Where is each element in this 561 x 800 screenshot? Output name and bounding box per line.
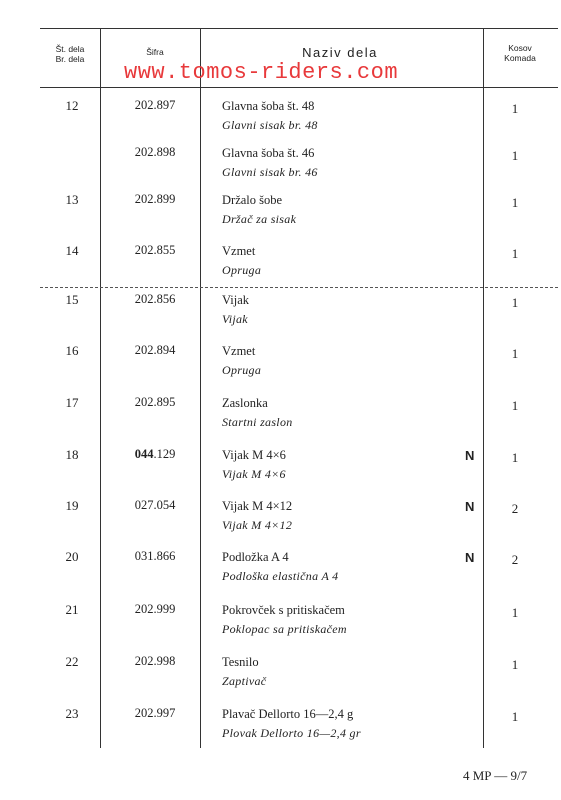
- page-number: 4 MP — 9/7: [463, 768, 528, 783]
- header-quantity-line1: Kosov: [508, 43, 532, 53]
- part-quantity: 1: [511, 346, 519, 361]
- part-code: 031.866: [134, 549, 176, 563]
- part-code: 202.997: [134, 706, 176, 720]
- part-quantity: 1: [511, 195, 519, 210]
- part-name-alternate: Glavni sisak br. 48: [222, 118, 318, 132]
- part-name-alternate: Vijak M 4×6: [222, 467, 286, 481]
- part-name: Vijak: [222, 293, 250, 307]
- part-quantity: 1: [511, 657, 519, 672]
- table-row: [0, 98, 561, 148]
- watermark-text: www.tomos-riders.com: [124, 60, 399, 85]
- part-number: 14: [65, 243, 79, 258]
- header-part-number: [42, 44, 98, 64]
- table-row: [0, 549, 561, 599]
- part-code: 202.856: [134, 292, 176, 306]
- part-code: 202.898: [134, 145, 176, 159]
- part-code-suffix: .129: [153, 447, 176, 461]
- part-name: Tesnilo: [222, 655, 259, 669]
- part-number: 23: [65, 706, 79, 721]
- part-number: 15: [65, 292, 79, 307]
- part-name-alternate: Zaptivač: [222, 674, 267, 688]
- part-name-alternate: Vijak M 4×12: [222, 518, 293, 532]
- header-part-number-line1: Št. dela: [55, 44, 85, 54]
- part-number: 13: [65, 192, 79, 207]
- part-name: Glavna šoba št. 46: [222, 146, 315, 160]
- part-number: 22: [65, 654, 79, 669]
- part-name: Glavna šoba št. 48: [222, 99, 315, 113]
- part-code: 202.895: [134, 395, 176, 409]
- part-number: 21: [65, 602, 79, 617]
- table-row: [0, 654, 561, 704]
- part-name-alternate: Opruga: [222, 263, 262, 277]
- header-part-name: Naziv dela: [302, 45, 378, 60]
- header-quantity-line2: Komada: [504, 53, 536, 63]
- part-name-alternate: Startni zaslon: [222, 415, 293, 429]
- part-number: 19: [65, 498, 79, 513]
- header-bottom-line: [40, 87, 558, 88]
- part-quantity: 1: [511, 605, 519, 620]
- new-part-flag: N: [465, 499, 475, 514]
- part-code: 202.855: [134, 243, 176, 257]
- part-quantity: 1: [511, 450, 519, 465]
- part-name: Vzmet: [222, 244, 256, 258]
- part-quantity: 1: [511, 709, 519, 724]
- part-code: 027.054: [134, 498, 176, 512]
- table-row: [0, 706, 561, 756]
- part-name-alternate: Glavni sisak br. 46: [222, 165, 318, 179]
- part-name: Podložka A 4: [222, 550, 289, 564]
- table-row: [0, 243, 561, 293]
- header-quantity: [490, 43, 550, 63]
- part-name: Vzmet: [222, 344, 256, 358]
- part-code: 202.998: [134, 654, 176, 668]
- part-code: 202.897: [134, 98, 176, 112]
- table-row: [0, 343, 561, 393]
- part-name-alternate: Vijak: [222, 312, 248, 326]
- table-row: [0, 395, 561, 445]
- part-code: 202.894: [134, 343, 176, 357]
- part-name-alternate: Držač za sisak: [222, 212, 297, 226]
- part-name: Vijak M 4×12: [222, 499, 293, 513]
- part-name: Zaslonka: [222, 396, 268, 410]
- part-code: 202.899: [134, 192, 176, 206]
- part-number: 18: [65, 447, 79, 462]
- part-quantity: 2: [511, 501, 519, 516]
- part-number: 20: [65, 549, 79, 564]
- part-quantity: 2: [511, 552, 519, 567]
- part-code: [115, 447, 195, 462]
- part-quantity: 1: [511, 101, 519, 116]
- part-name-alternate: Poklopac sa pritiskačem: [222, 622, 347, 636]
- part-number: 16: [65, 343, 79, 358]
- part-name: Plavač Dellorto 16—2,4 g: [222, 707, 354, 721]
- new-part-flag: N: [465, 448, 475, 463]
- part-code: 202.999: [134, 602, 176, 616]
- part-name-alternate: Plovak Dellorto 16—2,4 gr: [222, 726, 361, 740]
- table-row: [0, 292, 561, 342]
- part-code-prefix: 044: [134, 447, 154, 461]
- part-name: Držalo šobe: [222, 193, 283, 207]
- part-quantity: 1: [511, 295, 519, 310]
- part-name-alternate: Podloška elastična A 4: [222, 569, 339, 583]
- part-quantity: 1: [511, 246, 519, 261]
- table-row: [0, 498, 561, 548]
- table-row: [0, 447, 561, 497]
- part-number: 17: [65, 395, 79, 410]
- header-code: Šifra: [146, 47, 164, 57]
- part-name-alternate: Opruga: [222, 363, 262, 377]
- header-top-line: [40, 28, 558, 29]
- new-part-flag: N: [465, 550, 475, 565]
- part-number: 12: [65, 98, 79, 113]
- part-name: Pokrovček s pritiskačem: [222, 603, 345, 617]
- part-name: Vijak M 4×6: [222, 448, 286, 462]
- table-row: [0, 145, 561, 195]
- table-row: [0, 192, 561, 242]
- header-part-number-line2: Br. dela: [55, 54, 85, 64]
- part-quantity: 1: [511, 398, 519, 413]
- part-quantity: 1: [511, 148, 519, 163]
- table-row: [0, 602, 561, 652]
